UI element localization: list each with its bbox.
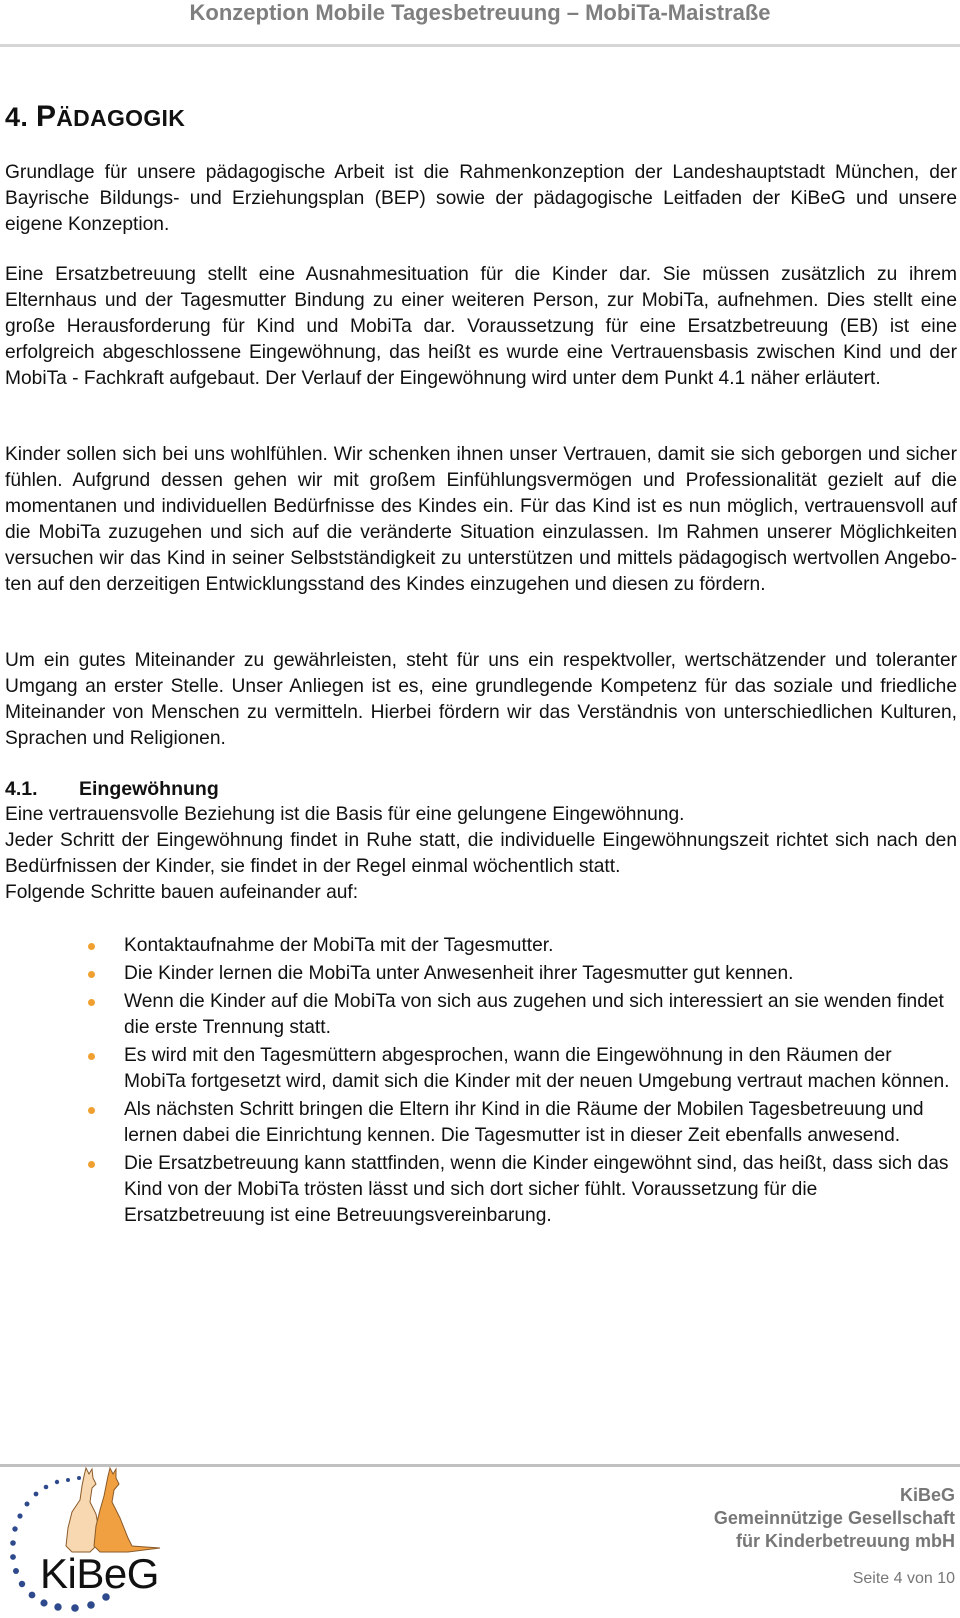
bullet-icon	[88, 1161, 95, 1168]
page-number: Seite 4 von 10	[852, 1570, 955, 1587]
footer-org-line: Gemeinnützige Gesellschaft	[713, 1508, 955, 1528]
paragraph-miteinander: Um ein gutes Miteinander zu gewährleisten, steht für uns ein respektvoller, wertschätzender und toleranter Umgang an erster Stelle. Unser Anliegen ist es, eine grundlegende Kompetenz für das soziale und friedliche Miteinander von Menschen zu vermitteln. Hierbei fördern wir das Verständnis von unterschiedlichen Kulturen, Sprachen und Religionen.	[5, 650, 957, 749]
bullet-icon	[88, 1053, 95, 1060]
section-title-initial: P	[35, 100, 57, 133]
list-item-text: Kontaktaufnahme der MobiTa mit der Tagesmutter.	[124, 935, 554, 956]
logo-wordmark: KiBeG	[40, 1550, 159, 1597]
paragraph-intro: Grundlage für unsere pädagogische Arbeit ist die Rahmenkonzeption der Landeshauptstadt München, der Bayrische Bildungs- und Erziehungsplan (BEP) sowie der pädagogische Leitfaden der KiBeG und unsere eigene Konzeption.	[5, 162, 957, 235]
subsection-line-2: Jeder Schritt der Eingewöhnung findet in Ruhe statt, die individuelle Eingewöhnungszeit richtet sich nach den Bedürfnissen der Kinder, sie findet in der Regel einmal wöchentlich statt.	[5, 830, 957, 877]
section-number: 4.	[5, 102, 29, 132]
eingewoehnung-steps-list	[0, 933, 950, 1231]
subsection-line-3: Folgende Schritte bauen aufeinander auf:	[5, 882, 359, 903]
list-item-text: Die Kinder lernen die MobiTa unter Anwesenheit ihrer Tagesmutter gut kennen.	[124, 963, 794, 984]
subsection-title: Eingewöhnung	[79, 778, 219, 800]
subsection-line-1: Eine vertrauensvolle Beziehung ist die Basis für eine gelungene Eingewöhnung.	[5, 804, 685, 825]
bullet-icon	[88, 999, 95, 1006]
subsection-number: 4.1.	[5, 778, 38, 800]
bullet-icon	[88, 1107, 95, 1114]
list-item-text: Die Ersatzbetreuung kann stattfinden, wenn die Kinder eingewöhnt sind, das heißt, dass sich das Kind von der MobiTa trösten lässt und sich dort sicher fühlt. Voraussetzung für die Ersatzbetreuung ist eine Betreuungsvereinbarung.	[124, 1153, 949, 1226]
footer-organization	[714, 1484, 955, 1553]
list-item	[0, 1043, 950, 1095]
subsection-heading	[5, 776, 219, 802]
header-divider	[0, 44, 960, 47]
list-item	[0, 989, 950, 1041]
list-item-text: Es wird mit den Tagesmüttern abgesprochen, wann die Eingewöhnung in den Räumen der MobiTa fortgesetzt wird, damit sich die Kinder mit der neuen Umgebung vertraut machen können.	[124, 1045, 950, 1092]
list-item-text: Wenn die Kinder auf die MobiTa von sich aus zugehen und sich interessiert an sie wenden findet die erste Trennung statt.	[124, 991, 944, 1038]
list-item	[0, 933, 950, 959]
section-title-rest: ÄDAGOGIK	[56, 105, 186, 131]
list-item	[0, 1151, 950, 1229]
paragraph-ersatzbetreuung: Eine Ersatzbetreuung stellt eine Ausnahmesituation für die Kinder dar. Sie müssen zusätzlich zu ihrem Elternhaus und der Tagesmutter Bindung zu einer weiteren Person, zur MobiTa, aufnehmen. Dies stellt eine große Herausforderung für Kind und MobiTa dar. Voraussetzung für eine Ersatzbetreuung (EB) ist eine erfolgreich abgeschlossene Eingewöhnung, das heißt es wurde eine Vertrauensbasis zwischen Kind und der MobiTa - Fachkraft aufgebaut. Der Verlauf der Eingewöhnung wird unter dem Punkt 4.1 näher erläutert.	[5, 264, 957, 389]
list-item	[0, 1097, 950, 1149]
section-heading	[5, 100, 185, 134]
footer-org-line: für Kinderbetreuung mbH	[736, 1531, 955, 1551]
footer-org-line: KiBeG	[899, 1485, 955, 1505]
list-item-text: Als nächsten Schritt bringen die Eltern ihr Kind in die Räume der Mobilen Tagesbetreuung und lernen dabei die Einrichtung kennen. Die Tagesmutter ist in dieser Zeit ebenfalls anwesend.	[124, 1099, 924, 1146]
bullet-icon	[88, 971, 95, 978]
page-header-title: Konzeption Mobile Tagesbetreuung – MobiTa-Maistraße	[189, 0, 771, 25]
bullet-icon	[88, 943, 95, 950]
kangaroo-dark-icon	[94, 1468, 160, 1552]
list-item	[0, 961, 950, 987]
paragraph-wohlfuehlen: Kinder sollen sich bei uns wohlfühlen. Wir schenken ihnen unser Vertrauen, damit sie sich geborgen und sicher fühlen. Aufgrund dessen gehen wir mit großem Einfühlungsvermögen und Professionalität gezielt auf die momentanen und individuellen Bedürfnisse des Kindes ein. Für das Kind ist es nun möglich, vertrauensvoll auf die MobiTa zuzugehen und sich auf die veränderte Situation einzulassen. Im Rahmen unserer Möglichkeiten versuchen wir das Kind in seiner Selbstständigkeit zu unterstützen und mittels pädagogisch wertvollen Angeboten auf den derzeitigen Entwicklungsstand des Kindes einzugehen und diesen zu fördern.	[5, 444, 957, 595]
